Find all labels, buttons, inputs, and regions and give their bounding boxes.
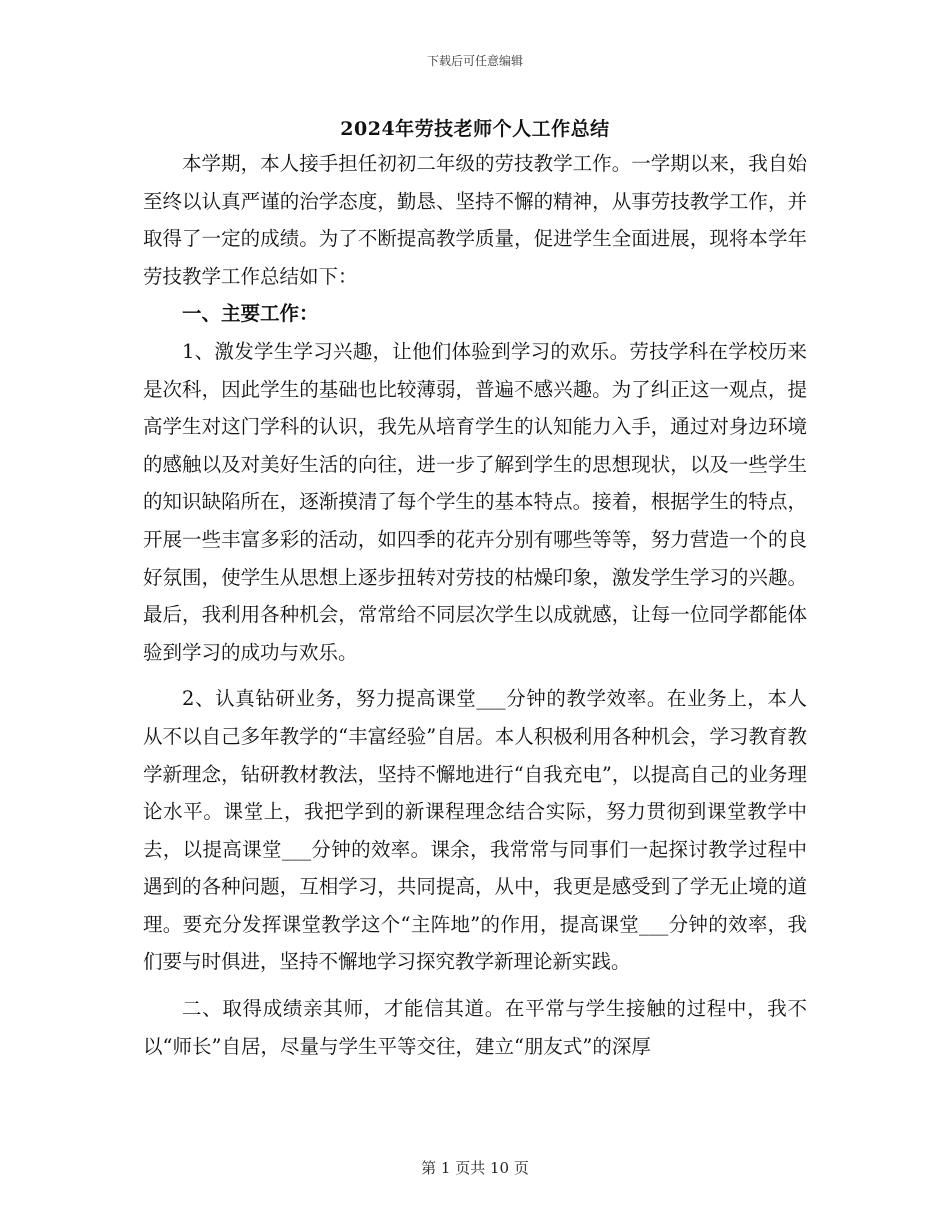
page-number-footer: 第 1 页共 10 页	[421, 1159, 529, 1177]
paragraph-item-1: 1、激发学生学习兴趣，让他们体验到学习的欢乐。劳技学科在学校历来是次科，因此学生的基础也比较薄弱，普遍不感兴趣。为了纠正这一观点，提高学生对这门学科的认识，我先从培育学生的认知能力入手，通过对身边环境的感触以及对美好生活的向往，进一步了解到学生的思想现状，以及一些学生的知识缺陷所在，逐渐摸清了每个学生的基本特点。接着，根据学生的特点，开展一些丰富多彩的活动，如四季的花卉分别有哪些等等，努力营造一个的良好氛围，使学生从思想上逐步扭转对劳技的枯燥印象，激发学生学习的兴趣。最后，我利用各种机会，常常给不同层次学生以成就感，让每一位同学都能体验到学习的成功与欢乐。	[143, 339, 807, 664]
paragraph-achievements: 二、取得成绩亲其师，才能信其道。在平常与学生接触的过程中，我不以“师长”自居，尽量与学生平等交往，建立“朋友式”的深厚	[143, 997, 807, 1058]
section-heading-main-work: 一、主要工作：	[182, 302, 319, 326]
document-body	[143, 145, 807, 1065]
paragraph-item-2: 2、认真钻研业务，努力提高课堂___分钟的教学效率。在业务上，本人从不以自己多年教学的“丰富经验”自居。本人积极利用各种机会，学习教育教学新理念，钻研教材教法，坚持不懈地进行“自我充电”，以提高自己的业务理论水平。课堂上，我把学到的新课程理念结合实际，努力贯彻到课堂教学中去，以提高课堂___分钟的效率。课余，我常常与同事们一起探讨教学过程中遇到的各种问题，互相学习，共同提高，从中，我更是感受到了学无止境的道理。要充分发挥课堂教学这个“主阵地”的作用，提高课堂___分钟的效率，我们要与时俱进，坚持不懈地学习探究教学新理论新实践。	[143, 687, 807, 974]
header-note: 下载后可任意编辑	[426, 54, 523, 68]
paragraph-intro: 本学期，本人接手担任初初二年级的劳技教学工作。一学期以来，我自始至终以认真严谨的治学态度，勤恳、坚持不懈的精神，从事劳技教学工作，并取得了一定的成绩。为了不断提高教学质量，促进学生全面进展，现将本学年劳技教学工作总结如下：	[143, 152, 807, 288]
document-title: 2024年劳技老师个人工作总结	[340, 118, 610, 140]
